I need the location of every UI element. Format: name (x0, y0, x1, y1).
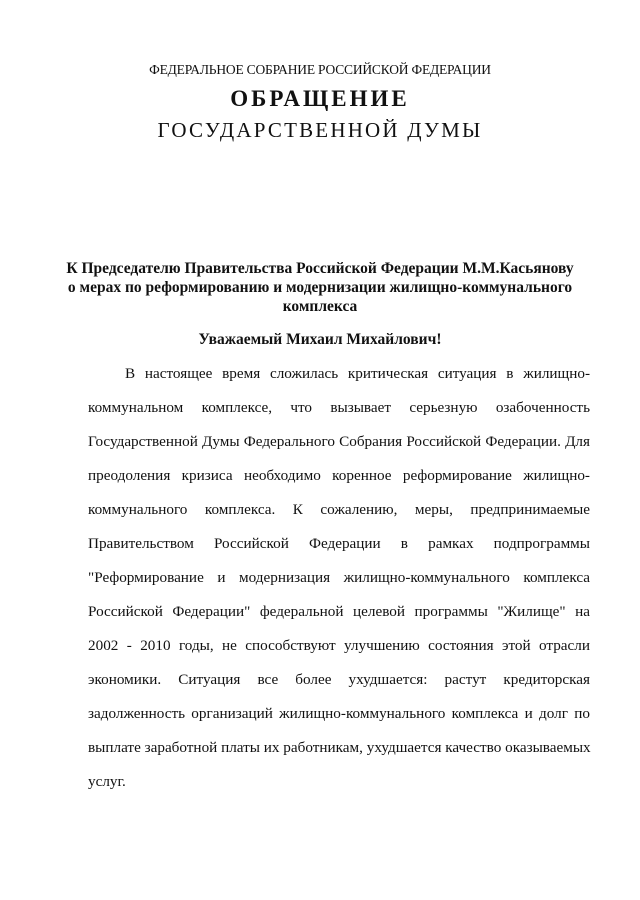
addressee-heading-line-2: о мерах по реформированию и модернизации жилищно-коммунального (67, 279, 573, 296)
body-line: В настоящее время сложилась критическая ситуация в жилищно- (125, 365, 590, 382)
document-title: ОБРАЩЕНИЕ (230, 86, 410, 111)
body-line: экономики. Ситуация все более ухудшается: растут кредиторская (88, 671, 590, 688)
body-line: "Реформирование и модернизация жилищно-коммунального комплекса (88, 569, 590, 586)
body-line: коммунальном комплексе, что вызывает серьезную озабоченность (88, 399, 590, 416)
addressee-heading-line-1: К Председателю Правительства Российской Федерации М.М.Касьянову (66, 260, 574, 277)
body-line: Государственной Думы Федерального Собрания Российской Федерации. Для (88, 433, 590, 450)
body-line: преодоления кризиса необходимо коренное реформирование жилищно- (88, 467, 590, 484)
body-line: 2002 - 2010 годы, не способствуют улучшению состояния этой отрасли (88, 637, 590, 654)
salutation: Уважаемый Михаил Михайлович! (198, 331, 442, 348)
body-line: Российской Федерации" федеральной целевой программы "Жилище" на (88, 603, 590, 620)
body-line: задолженность организаций жилищно-коммунального комплекса и долг по (88, 705, 590, 722)
body-line: выплате заработной платы их работникам, ухудшается качество оказываемых (88, 739, 591, 756)
body-line: услуг. (88, 773, 126, 790)
body-line: коммунального комплекса. К сожалению, меры, предпринимаемые (88, 501, 590, 518)
document-subtitle: ГОСУДАРСТВЕННОЙ ДУМЫ (157, 118, 483, 142)
addressee-heading-line-3: комплекса (282, 298, 358, 315)
body-line: Правительством Российской Федерации в рамках подпрограммы (88, 535, 590, 552)
organization-name: ФЕДЕРАЛЬНОЕ СОБРАНИЕ РОССИЙСКОЙ ФЕДЕРАЦИИ (149, 62, 491, 77)
